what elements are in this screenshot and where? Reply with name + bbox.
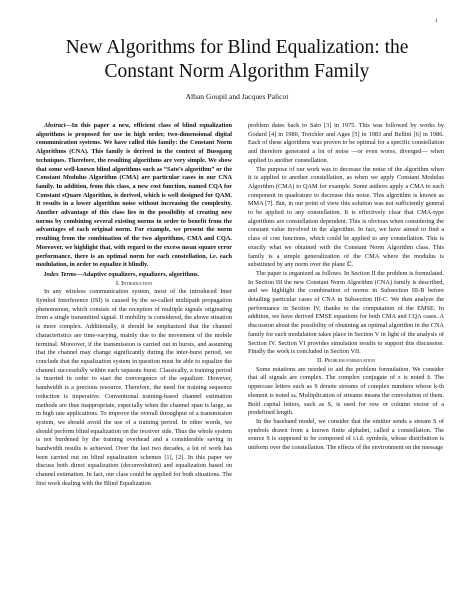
abstract-body: —In this paper a new, efficient class of blind equalization algorithms is proposed for use in high order, two-dimensional digital communication systems. We have called this family: the Constant Norm Algorithms (CNA). This family is derived in the context of Bussgang techniques. Therefore, the resulting algorithms are very simple. We show that some well-known blind algorithms such as “Sato’s algorithm” or the Constant Modulus Algorithm (CMA) are particular cases in our CNA family. In addition, from this class, a new cost function, named CQA for Constant sQuare Algorithm, is derived, which is well designed for QAM. It results in a lower algorithm noise without increasing the complexity. Another advantage of this class lies in the possibility of creating new norms by combining several existing norms in order to benefit from the advantages of each original norm. For example, we present the norm resulting from the combination of the two algorithms, CMA and CQA. Moreover, we highlight that, with regard to the excess mean square error performance, there is an optimal norm for each constellation, i.e. each modulation, in order to equalize it blindly. [36,122,232,269]
paper-title [30,36,444,84]
title-line-1: New Algorithms for Blind Equalization: the [65,37,409,58]
abstract [36,122,232,270]
section-heading-problem-formulation: II. Problem formulation [317,356,375,364]
paragraph-notations: Some notations are needed to aid the problem formulation. We consider that all signals are complex. The complex conjugate of z is noted z̄. The uppercase letters such as S denote streams of complex numbers whose k-th element is noted sₖ. Multiplication of streams means the convolution of them. Bold capital letters, such as S, is used for row or column vector of a predefined length. [248,365,444,417]
paragraph-organization: The paper is organized as follows. In Section II the problem is formulated. In Section III the new Constant Norm Algorithm (CNA) family is described, and we highlight the combination of norms in Subsection III-B before detailing particular cases of CNA in Subsection III-C. We then analyze the performance in Section IV, thanks to the computation of the EMSE. In addition, we have derived EMSE equations for both CMA and CQA cases. A discussion about the possibility of obtaining an optimal algorithm in the CNA family for each modulation takes place in Section V in light of the analysis of Section IV. Section VI provides simulation results to support this discussion. Finally the work is concluded in Section VII. [248,269,444,356]
paragraph-history: problem dates back to Sato [3] in 1975. This was followed by works by Godard [4] in 1980, Treichler and Agee [5] in 1983 and Bellini [6] in 1986. Each of these algorithms was proven to be optimal for a specific constellation and therefore generated a lot of noise —or even worse, diverged— when applied to another constellation. [248,122,444,164]
index-terms [36,271,232,280]
paragraph-purpose: The purpose of our work was to decrease the noise of the algorithm when it is applied to another constellation, as when we apply Constant Modulus Algorithm (CMA) to QAM for example. Some authors apply a CMA to each component in quadrature to decrease this noise. This algorithm is known as MMA [7]. But, in our point of view this solution was not sufficiently general to be applied to any constellation. It is effectively clear that CMA-type algorithms are constellation dependent. This is obvious when considering the constant value involved in the algorithm. In fact, we have aimed to find a class of cost functions, which could be applied to any constellation. This is exactly what we obtained with the Constant Norm Algorithm class. This family is a simple generalization of the CMA where the modulus is substituted by any norm over the plane ℂ. [248,165,444,269]
page-number: 1 [435,18,438,24]
section-heading-introduction: I. Introduction [115,279,153,287]
authors: Alban Goupil and Jacques Palicot [185,92,289,101]
right-column [248,122,444,453]
index-terms-body: —Adaptive equalizers, equalizers, algorithms. [76,270,200,278]
title-line-2: Constant Norm Algorithm Family [104,61,370,82]
index-terms-lead: Index Terms [44,270,77,278]
paragraph-baseband-model: In the baseband model, we consider that the emitter sends a stream S of symbols drawn from a known finite alphabet, called a constellation. The source S is supposed to be composed of i.i.d. symbols, whose distribution is uniform over the constellation. The effects of the environment on the message [248,417,444,452]
intro-paragraph: In any wireless communication system, most of the introduced Inter Symbol Interference (ISI) is caused by the so-called multipath propagation phenomenon, which consists of the reception of multiple signals originating from a single transmitted signal. If mobility is considered, the above situation is more complex. Additionally, it should be emphasized that the channel characteristics are time-varying, mainly due to the movement of the mobile terminal. Moreover, if the transmission is carried out in bursts, and assuming that the channel may change significantly during the inter-burst period, we conclude that the equalization system in question must be able to equalize the channel successfully within each separate burst. Classically, a training period is inserted in order to start the convergence of the equalizer. However, bandwidth is a precious resource. Therefore, the need for training sequence reduction is imperative. Conventional training-based channel estimation methods are thus inappropriate, especially when the channel span is large, as in high rate applications. To improve the overall throughput of a transmission system, we should avoid the use of a training period. In other words, we should perform blind equalization on the receiver side. Thus the whole system is not burdened by the training overhead and a considerable saving in bandwidth results is achieved. Over the last two decades, a lot of work has been carried out on blind equalization schemes [1], [2]. In this paper we discuss both direct equalization (deconvolution) and equalization based on channel estimation. In fact, our class could be applied for both situations. The first work dealing with the Blind Equalization [36,288,232,487]
abstract-lead: Abstract [44,122,66,129]
left-column [36,122,232,489]
